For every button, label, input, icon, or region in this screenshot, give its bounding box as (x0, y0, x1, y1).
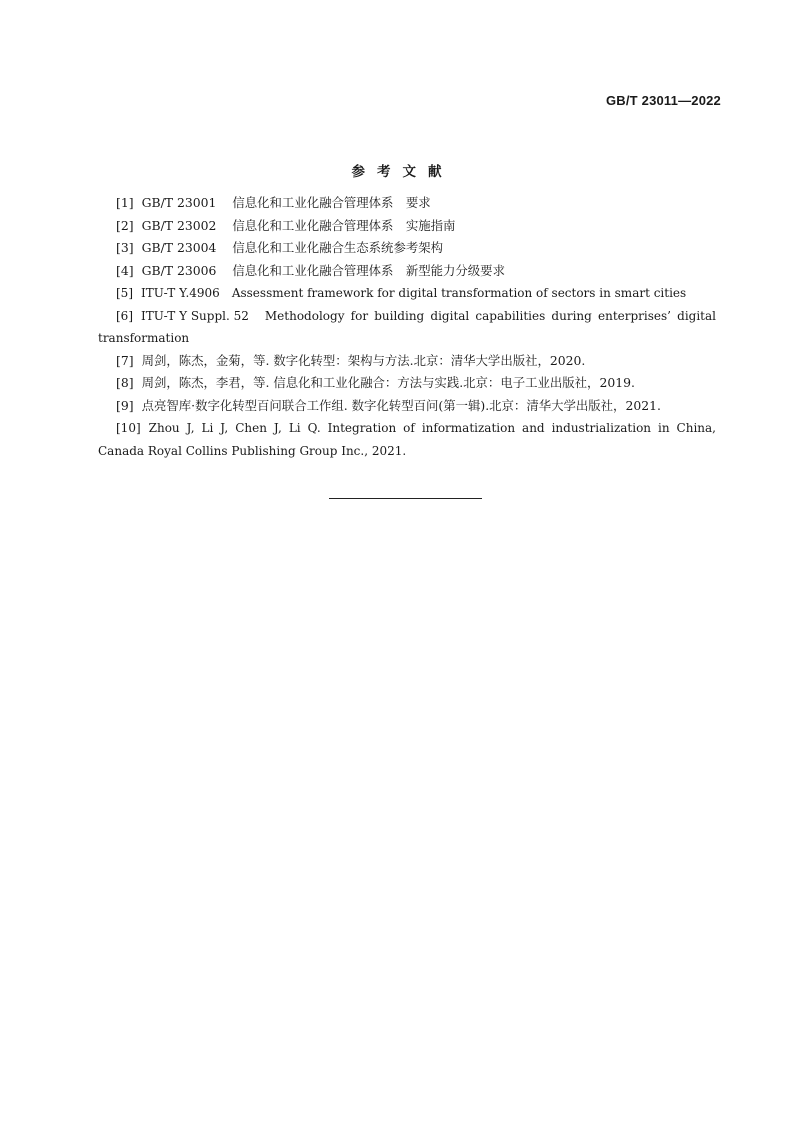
reference-item: [6] ITU-T Y Suppl. 52 Methodology for building digital capabilities during enterprises’ digital transformation (98, 308, 716, 345)
reference-item: [1] GB/T 23001 信息化和工业化融合管理体系 要求 (116, 195, 431, 210)
reference-item: [4] GB/T 23006 信息化和工业化融合管理体系 新型能力分级要求 (116, 262, 505, 278)
reference-item: [10] Zhou J, Li J, Chen J, Li Q. Integration of informatization and industrialization in China, Canada Royal Collins Publishing Group Inc., 2021. (98, 421, 716, 458)
section-title: 参考文献 (351, 164, 454, 180)
standard-code: GB/T 23011—2022 (605, 93, 721, 108)
reference-item: [9] 点亮智库·数字化转型百问联合工作组. 数字化转型百问(第一辑).北京：清华大学出版社，2021. (116, 397, 661, 413)
reference-item: [7] 周剑，陈杰，金菊，等. 数字化转型：架构与方法.北京：清华大学出版社，2020. (116, 352, 586, 368)
reference-item: [3] GB/T 23004 信息化和工业化融合生态系统参考架构 (116, 240, 444, 255)
end-divider (329, 498, 482, 499)
reference-item: [2] GB/T 23002 信息化和工业化融合管理体系 实施指南 (116, 217, 456, 233)
reference-item: [5] ITU-T Y.4906 Assessment framework for digital transformation of sectors in smart cities (116, 286, 687, 300)
reference-list (98, 192, 716, 462)
reference-item: [8] 周剑，陈杰，李君，等. 信息化和工业化融合：方法与实践.北京：电子工业出版社，2019. (116, 375, 635, 390)
